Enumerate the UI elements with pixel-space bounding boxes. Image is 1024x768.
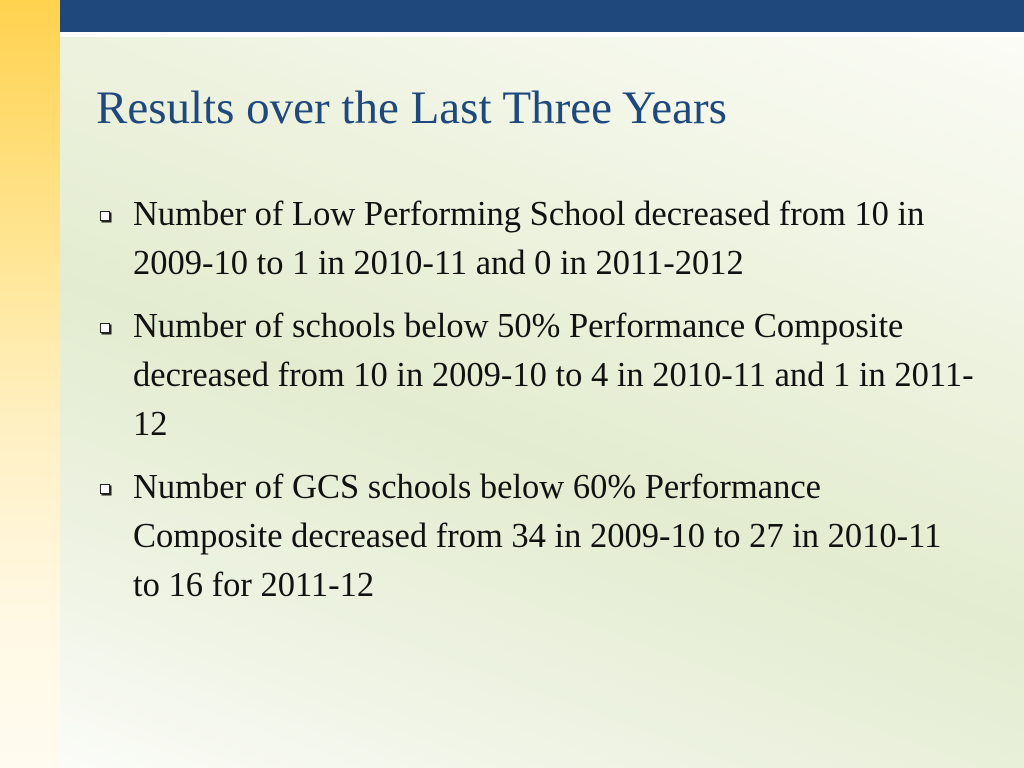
bullet-list [96,190,976,624]
bullet-text: Number of GCS schools below 60% Performance Composite decreased from 34 in 2009-10 to 27 in 2010-11 to 16 for 2011-12 [133,468,942,604]
slide-title: Results over the Last Three Years [96,82,727,134]
hollow-square-bullet-icon [100,323,110,333]
header-bar [60,0,1024,32]
bullet-item [96,190,976,288]
bullet-item [96,302,976,449]
hollow-square-bullet-icon [100,211,110,221]
bullet-text: Number of Low Performing School decreased from 10 in 2009-10 to 1 in 2010-11 and 0 in 2011-2012 [133,195,925,282]
left-accent-strip [0,0,60,768]
hollow-square-bullet-icon [100,484,110,494]
bullet-text: Number of schools below 50% Performance Composite decreased from 10 in 2009-10 to 4 in 2010-11 and 1 in 2011-12 [133,307,974,443]
bullet-item [96,463,976,610]
